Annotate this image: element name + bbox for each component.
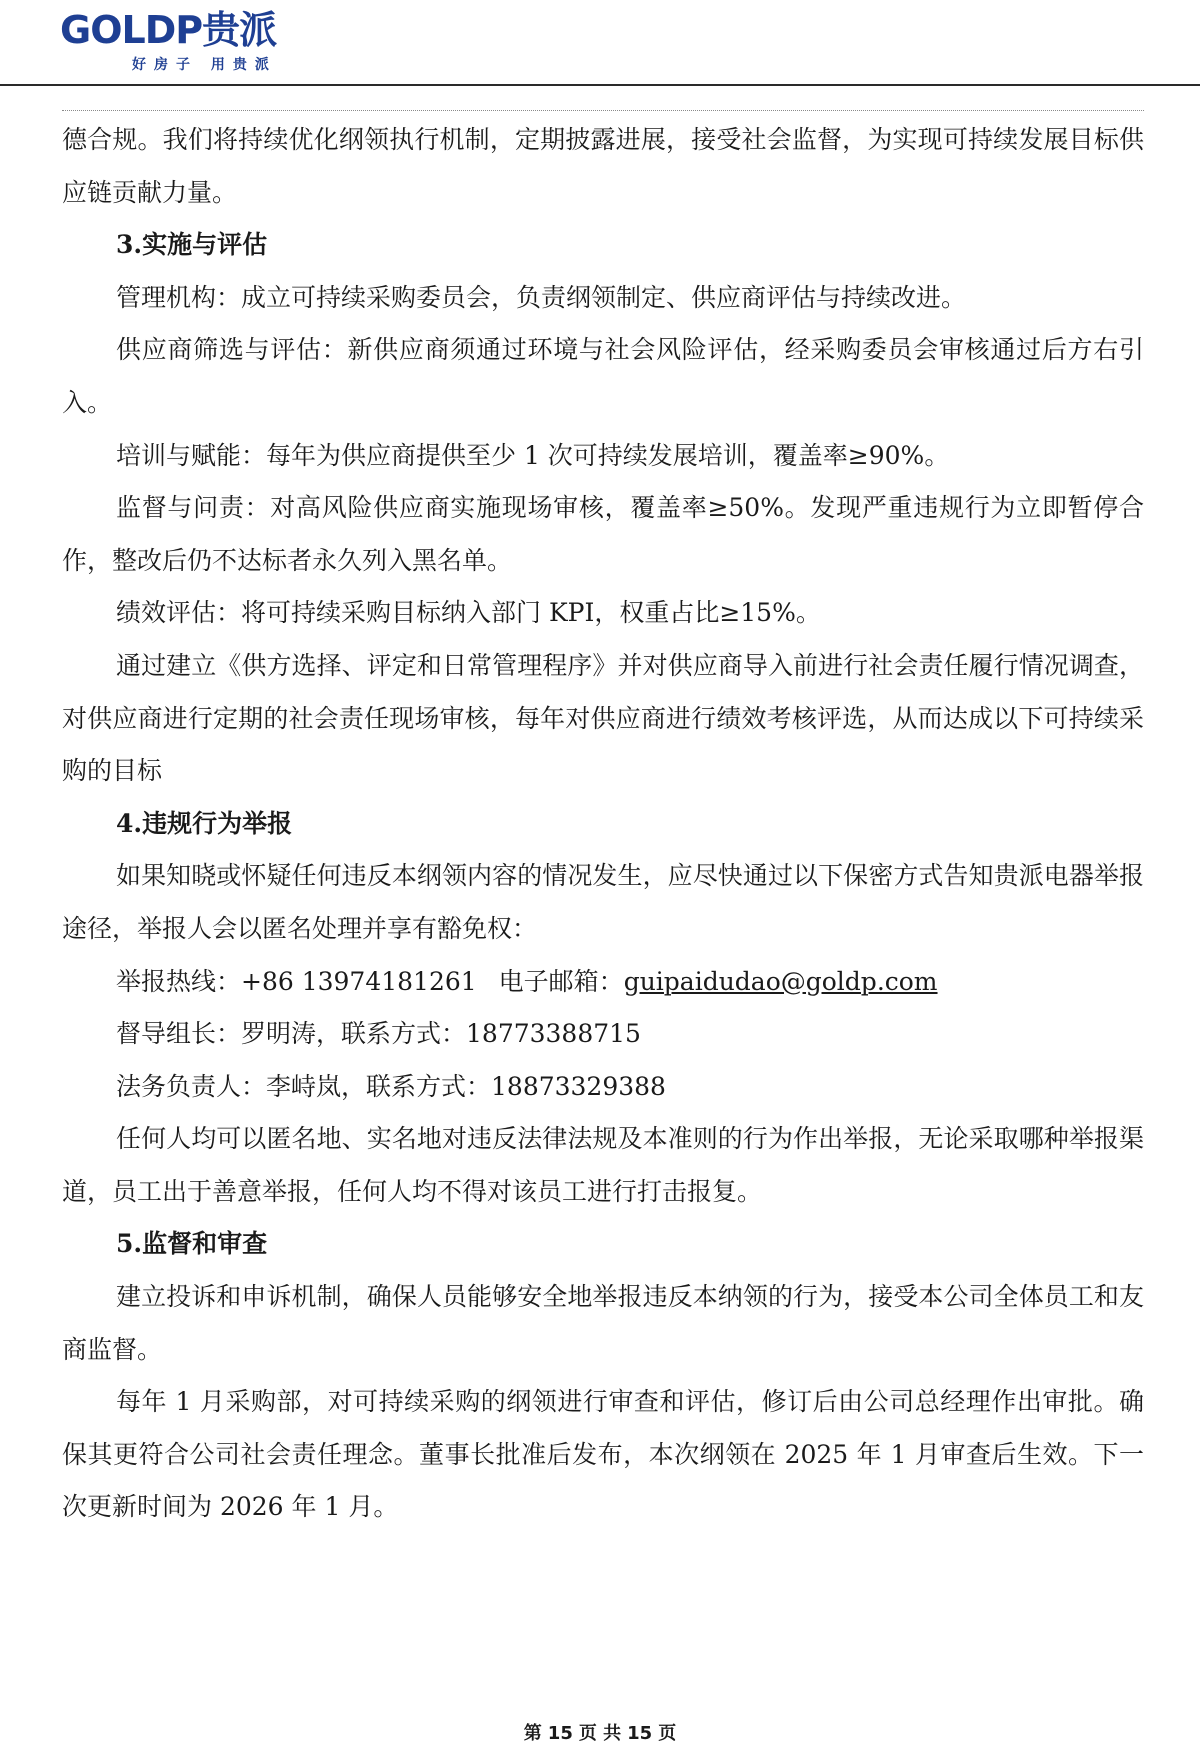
footer-suffix: 页 [658, 1723, 677, 1744]
logo-wordmark: GOLDP贵派 [60, 8, 277, 52]
paragraph: 培训与赋能：每年为供应商提供至少 1 次可持续发展培训，覆盖率≥90%。 [116, 440, 950, 470]
page-footer [0, 1722, 1200, 1746]
page-header [0, 0, 1200, 86]
paragraph: 督导组长：罗明涛，联系方式：18773388715 [116, 1019, 641, 1049]
section-heading-3: 3.实施与评估 [116, 230, 268, 260]
footer-middle: 页 共 [578, 1723, 622, 1744]
page-number: 15 [547, 1723, 573, 1744]
paragraph: 管理机构：成立可持续采购委员会，负责纲领制定、供应商评估与持续改进。 [116, 282, 967, 312]
hotline-text: 举报热线：+86 13974181261 [116, 966, 477, 996]
paragraph: 任何人均可以匿名地、实名地对违反法律法规及本准则的行为作出举报，无论采取哪种举报渠道，员工出于善意举报，任何人均不得对该员工进行打击报复。 [62, 1124, 1144, 1206]
page-total: 15 [627, 1723, 653, 1744]
paragraph: 供应商筛选与评估：新供应商须通过环境与社会风险评估，经采购委员会审核通过后方右引入。 [62, 335, 1144, 417]
section-heading-5: 5.监督和审查 [116, 1229, 268, 1259]
dotted-divider [62, 110, 1144, 111]
header-divider [0, 84, 1200, 86]
paragraph: 每年 1 月采购部，对可持续采购的纲领进行审查和评估，修订后由公司总经理作出审批。确保其更符合公司社会责任理念。董事长批准后发布，本次纲领在 2025 年 1 月审查后生效。下一次更新时间为 2026 年 1 月。 [62, 1387, 1144, 1522]
email-label: 电子邮箱： [498, 966, 624, 996]
footer-prefix: 第 [523, 1723, 542, 1744]
paragraph: 通过建立《供方选择、评定和日常管理程序》并对供应商导入前进行社会责任履行情况调查，对供应商进行定期的社会责任现场审核，每年对供应商进行绩效考核评选，从而达成以下可持续采购的目标 [62, 650, 1144, 786]
paragraph: 法务负责人：李峙岚，联系方式：18873329388 [116, 1071, 666, 1101]
logo-tagline: 好房子 用贵派 [132, 57, 277, 73]
goldp-logo [60, 4, 298, 76]
paragraph: 建立投诉和申诉机制，确保人员能够安全地举报违反本纳领的行为，接受本公司全体员工和友商监督。 [62, 1282, 1144, 1364]
contact-line [62, 956, 1144, 1009]
section-heading-4: 4.违规行为举报 [116, 808, 293, 838]
paragraph: 如果知晓或怀疑任何违反本纲领内容的情况发生，应尽快通过以下保密方式告知贵派电器举报途径，举报人会以匿名处理并享有豁免权： [62, 861, 1144, 943]
email-link[interactable]: guipaidudao@goldp.com [623, 966, 938, 996]
document-body [62, 114, 1144, 1534]
paragraph: 德合规。我们将持续优化纲领执行机制，定期披露进展，接受社会监督，为实现可持续发展目标供应链贡献力量。 [62, 125, 1144, 207]
paragraph: 绩效评估：将可持续采购目标纳入部门 KPI，权重占比≥15%。 [116, 598, 821, 628]
paragraph: 监督与问责：对高风险供应商实施现场审核，覆盖率≥50%。发现严重违规行为立即暂停合作，整改后仍不达标者永久列入黑名单。 [62, 493, 1144, 575]
